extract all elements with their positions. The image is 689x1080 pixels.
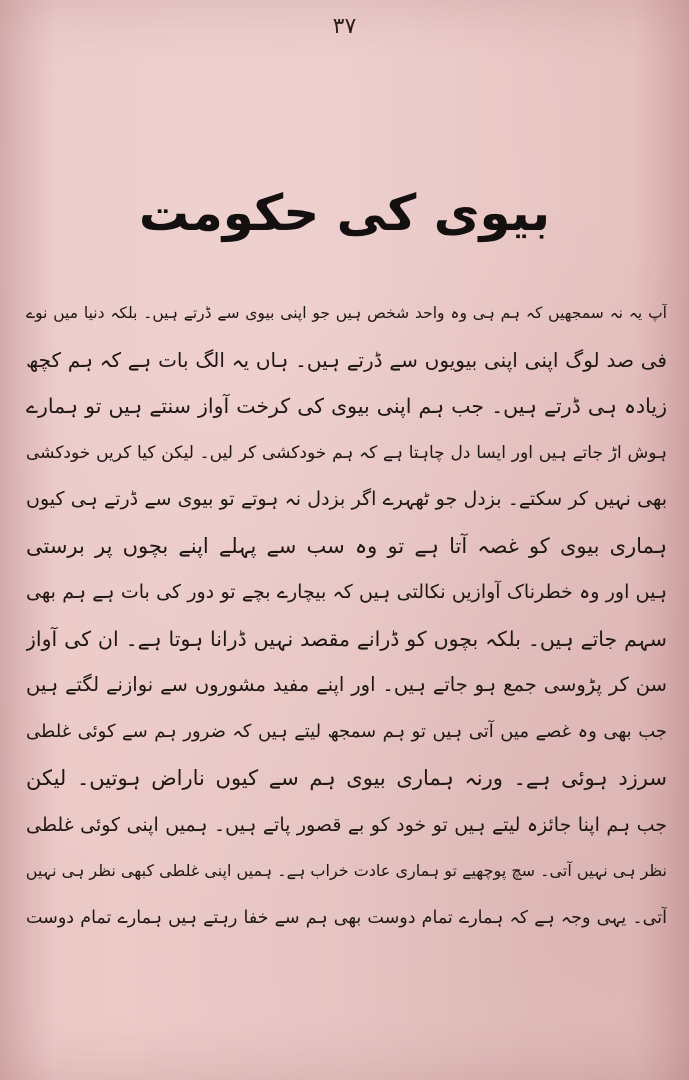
text-line: نظر ہی نہیں آتی۔ سچ پوچھیے تو ہماری عادت خراب ہے۔ ہمیں اپنی غلطی کبھی نظر ہی نہیں bbox=[26, 861, 667, 880]
text-line: آتی۔ یہی وجہ ہے کہ ہمارے تمام دوست بھی ہم سے خفا رہتے ہیں ہمارے تمام دوست bbox=[26, 907, 667, 928]
text-line: ہماری بیوی کو غصہ آتا ہے تو وہ سب سے پہلے اپنے بچوں پر برستی bbox=[26, 533, 667, 558]
text-line: فی صد لوگ اپنی اپنی بیویوں سے ڈرتے ہیں۔ ہاں یہ الگ بات ہے کہ ہم کچھ bbox=[26, 347, 667, 372]
text-line: سن کر پڑوسی جمع ہو جاتے ہیں۔ اور اپنے مفید مشوروں سے نوازنے لگتے ہیں bbox=[26, 673, 667, 696]
text-line: ہیں اور وہ خطرناک آوازیں نکالتی ہیں کہ بیچارے بچے تو دور کی بات ہے ہم بھی bbox=[26, 581, 667, 603]
body-text bbox=[26, 290, 667, 941]
text-line: سرزد ہوئی ہے۔ ورنہ ہماری بیوی ہم سے کیوں ناراض ہوتیں۔ لیکن bbox=[26, 766, 667, 790]
text-line: جب ہم اپنا جائزہ لیتے ہیں تو خود کو بے قصور پاتے ہیں۔ ہمیں اپنی کوئی غلطی bbox=[26, 813, 667, 836]
text-line: سہم جاتے ہیں۔ بلکہ بچوں کو ڈرانے مقصد نہیں ڈرانا ہوتا ہے۔ ان کی آواز bbox=[26, 626, 667, 651]
text-line: زیادہ ہی ڈرتے ہیں۔ جب ہم اپنی بیوی کی کرخت آواز سنتے ہیں تو ہمارے bbox=[26, 394, 667, 418]
chapter-title: بیوی کی حکومت bbox=[138, 184, 551, 242]
text-line: بھی نہیں کر سکتے۔ بزدل جو ٹھہرے اگر بزدل نہ ہوتے تو بیوی سے ڈرتے ہی کیوں bbox=[26, 488, 667, 510]
text-line: ہوش اڑ جاتے ہیں اور ایسا دل چاہتا ہے کہ ہم خودکشی کر لیں۔ لیکن کیا کریں خودکشی bbox=[26, 442, 667, 463]
text-line: جب بھی وہ غصے میں آتی ہیں تو ہم سمجھ لیتے ہیں کہ ضرور ہم سے کوئی غلطی bbox=[26, 720, 667, 742]
page-number: ۳۷ bbox=[332, 14, 357, 39]
text-line: آپ یہ نہ سمجھیں کہ ہم ہی وہ واحد شخص ہیں جو اپنی بیوی سے ڈرتے ہیں۔ بلکہ دنیا میں نوے bbox=[26, 304, 667, 322]
